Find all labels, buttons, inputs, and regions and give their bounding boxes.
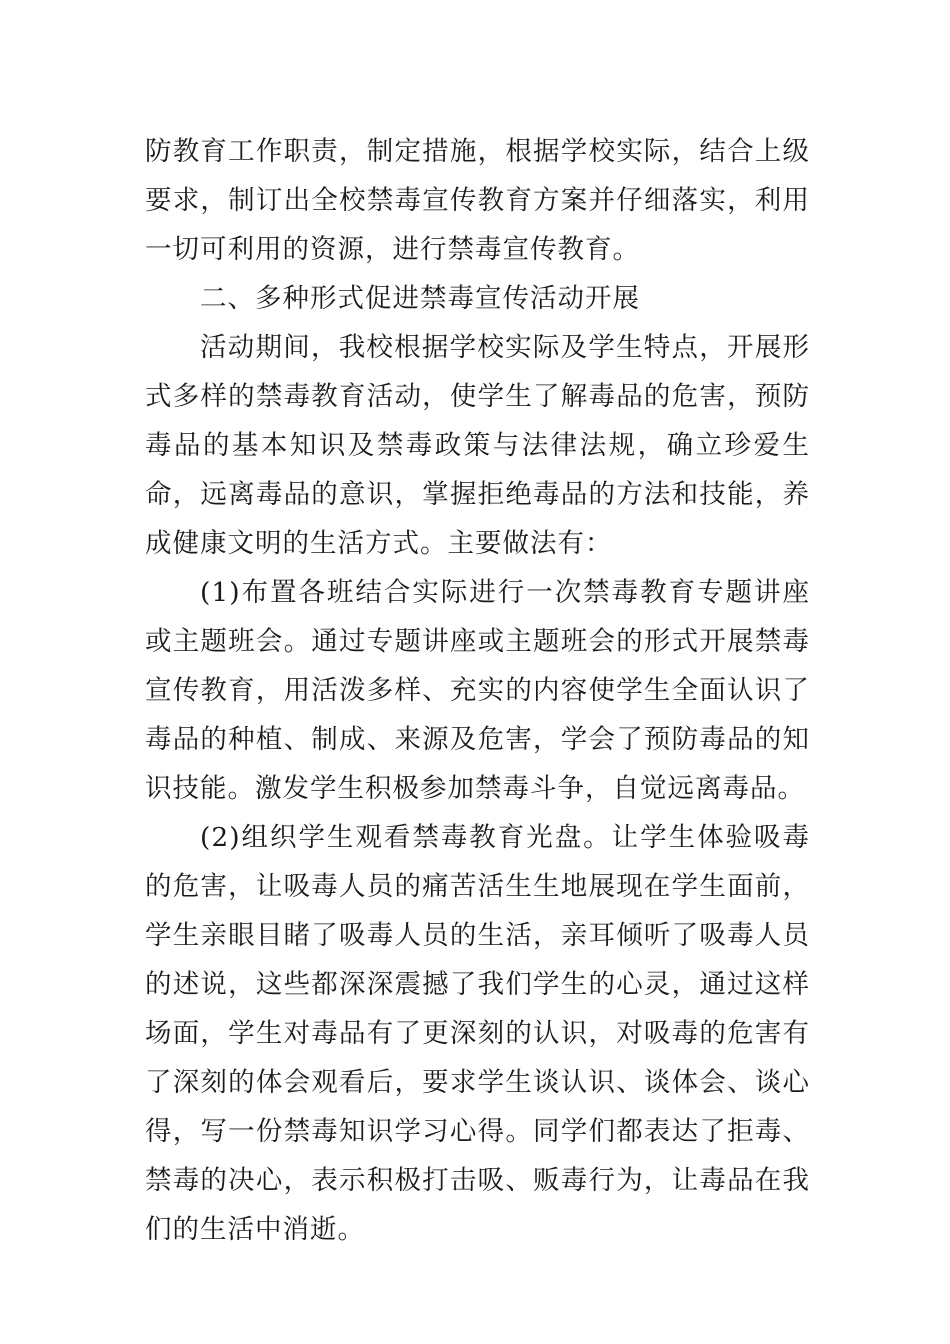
paragraph-continued: 防教育工作职责，制定措施，根据学校实际，结合上级要求，制订出全校禁毒宣传教育方案并仔细落实，利用一切可利用的资源，进行禁毒宣传教育。 xyxy=(145,136,810,265)
paragraph-item-2: (2)组织学生观看禁毒教育光盘。让学生体验吸毒的危害，让吸毒人员的痛苦活生生地展现在学生面前，学生亲眼目睹了吸毒人员的生活，亲耳倾听了吸毒人员的述说，这些都深深震撼了我们学生的心灵，通过这样场面，学生对毒品有了更深刻的认识，对吸毒的危害有了深刻的体会观看后，要求学生谈认识、谈体会、谈心得，写一份禁毒知识学习心得。同学们都表达了拒毒、禁毒的决心，表示积极打击吸、贩毒行为，让毒品在我们的生活中消逝。 xyxy=(145,822,810,1245)
paragraph-item-1: (1)布置各班结合实际进行一次禁毒教育专题讲座或主题班会。通过专题讲座或主题班会的形式开展禁毒宣传教育，用活泼多样、充实的内容使学生全面认识了毒品的种植、制成、来源及危害，学会了预防毒品的知识技能。激发学生积极参加禁毒斗争，自觉远离毒品。 xyxy=(145,577,810,804)
section-heading: 二、多种形式促进禁毒宣传活动开展 xyxy=(200,283,640,314)
document-page xyxy=(145,127,810,1254)
paragraph-activities: 活动期间，我校根据学校实际及学生特点，开展形式多样的禁毒教育活动，使学生了解毒品的危害，预防毒品的基本知识及禁毒政策与法律法规，确立珍爱生命，远离毒品的意识，掌握拒绝毒品的方法和技能，养成健康文明的生活方式。主要做法有： xyxy=(145,332,810,559)
